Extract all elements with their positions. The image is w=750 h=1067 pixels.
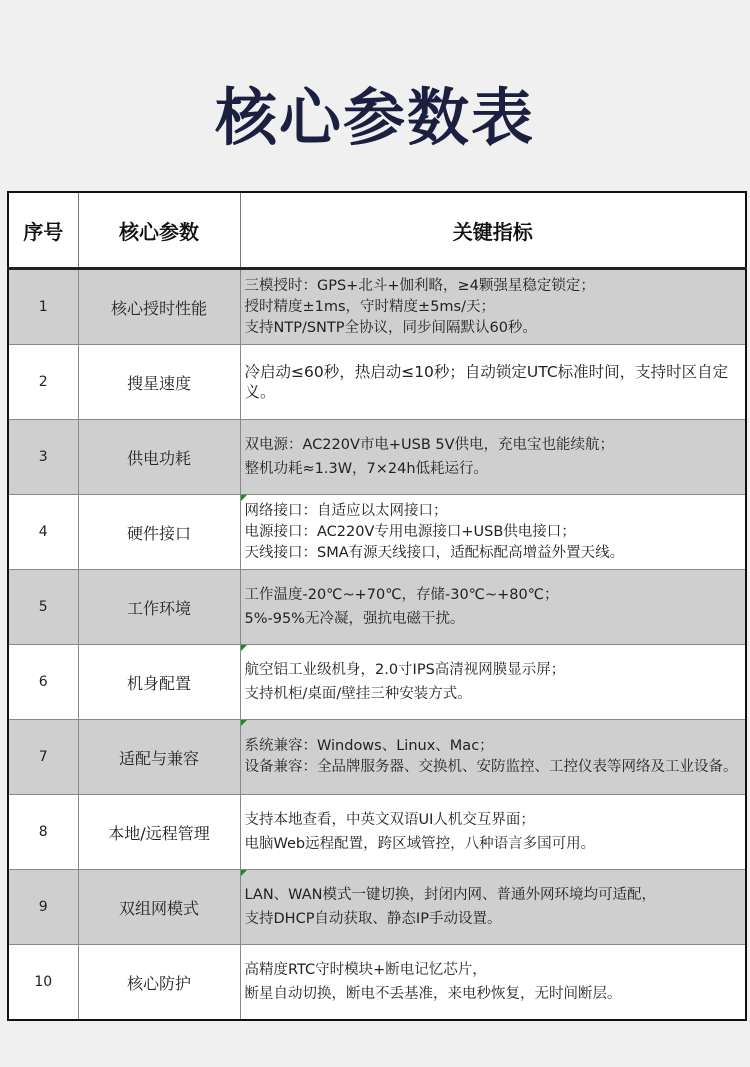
indicator-line: 设备兼容：全品牌服务器、交换机、安防监控、工控仪表等网络及工业设备。 <box>244 759 738 775</box>
row-indicator <box>240 945 746 1021</box>
row-indicator <box>240 570 746 645</box>
row-indicator <box>240 269 746 345</box>
row-index: 2 <box>8 345 78 420</box>
row-index: 7 <box>8 720 78 795</box>
indicator-line: 双电源：AC220V市电+USB 5V供电，充电宝也能续航； <box>244 437 615 453</box>
row-indicator <box>240 870 746 945</box>
row-indicator <box>240 795 746 870</box>
row-index: 6 <box>8 645 78 720</box>
header-indicator: 关键指标 <box>240 192 746 269</box>
cell-marker-icon <box>241 495 247 501</box>
header-parameter: 核心参数 <box>78 192 240 269</box>
indicator-line: 三模授时：GPS+北斗+伽利略，≥4颗强星稳定锁定； <box>244 277 595 294</box>
indicator-line: 高精度RTC守时模块+断电记忆芯片， <box>244 962 487 978</box>
table-header-row <box>8 192 746 269</box>
table-row <box>8 420 746 495</box>
cell-marker-icon <box>241 720 247 726</box>
row-indicator <box>240 645 746 720</box>
indicator-line: 整机功耗≈1.3W，7×24h低耗运行。 <box>244 461 489 477</box>
indicator-line: 网络接口：自适应以太网接口； <box>244 502 448 519</box>
table-row <box>8 570 746 645</box>
row-indicator <box>240 345 746 420</box>
indicator-line: 支持DHCP自动获取、静态IP手动设置。 <box>244 911 502 927</box>
indicator-line: 授时精度±1ms，守时精度±5ms/天； <box>244 298 495 315</box>
indicator-line: 5%-95%无冷凝，强抗电磁干扰。 <box>244 611 465 627</box>
row-index: 5 <box>8 570 78 645</box>
row-index: 8 <box>8 795 78 870</box>
row-index: 1 <box>8 269 78 345</box>
indicator-line: 支持本地查看，中英文双语UI人机交互界面； <box>244 812 535 828</box>
row-indicator <box>240 720 746 795</box>
row-parameter: 供电功耗 <box>78 420 240 495</box>
spec-table <box>7 191 747 1021</box>
table-row <box>8 345 746 420</box>
indicator-line: 电脑Web远程配置，跨区域管控，八种语言多国可用。 <box>244 836 596 852</box>
indicator-line: 支持NTP/SNTP全协议，同步间隔默认60秒。 <box>244 319 537 336</box>
row-index: 3 <box>8 420 78 495</box>
indicator-line: 断星自动切换，断电不丢基准，来电秒恢复，无时间断层。 <box>244 986 622 1002</box>
cell-marker-icon <box>241 870 247 876</box>
indicator-line: 航空铝工业级机身，2.0寸IPS高清视网膜显示屏； <box>244 662 566 678</box>
row-parameter: 搜星速度 <box>78 345 240 420</box>
row-indicator <box>240 420 746 495</box>
table-row <box>8 495 746 570</box>
indicator-line: 工作温度-20℃~+70℃，存储-30℃~+80℃； <box>244 587 559 603</box>
row-parameter: 核心授时性能 <box>78 269 240 345</box>
indicator-line: 冷启动≤60秒，热启动≤10秒；自动锁定UTC标准时间，支持时区自定义。 <box>244 363 729 401</box>
indicator-line: 天线接口：SMA有源天线接口，适配标配高增益外置天线。 <box>244 544 625 561</box>
indicator-line: 支持机柜/桌面/壁挂三种安装方式。 <box>244 686 472 702</box>
row-parameter: 机身配置 <box>78 645 240 720</box>
row-parameter: 适配与兼容 <box>78 720 240 795</box>
row-index: 4 <box>8 495 78 570</box>
page-title: 核心参数表 <box>214 81 535 154</box>
cell-marker-icon <box>241 645 247 651</box>
row-parameter: 硬件接口 <box>78 495 240 570</box>
row-parameter: 双组网模式 <box>78 870 240 945</box>
table-row <box>8 269 746 345</box>
table-row <box>8 870 746 945</box>
table-row <box>8 945 746 1021</box>
row-parameter: 核心防护 <box>78 945 240 1021</box>
row-index: 10 <box>8 945 78 1021</box>
row-index: 9 <box>8 870 78 945</box>
indicator-line: LAN、WAN模式一键切换，封闭内网、普通外网环境均可适配， <box>244 887 656 903</box>
table-row <box>8 720 746 795</box>
table-row <box>8 645 746 720</box>
indicator-line: 系统兼容：Windows、Linux、Mac； <box>244 738 494 754</box>
row-indicator <box>240 495 746 570</box>
table-row <box>8 795 746 870</box>
indicator-line: 电源接口：AC220V专用电源接口+USB供电接口； <box>244 523 576 540</box>
row-parameter: 工作环境 <box>78 570 240 645</box>
row-parameter: 本地/远程管理 <box>78 795 240 870</box>
header-index: 序号 <box>8 192 78 269</box>
